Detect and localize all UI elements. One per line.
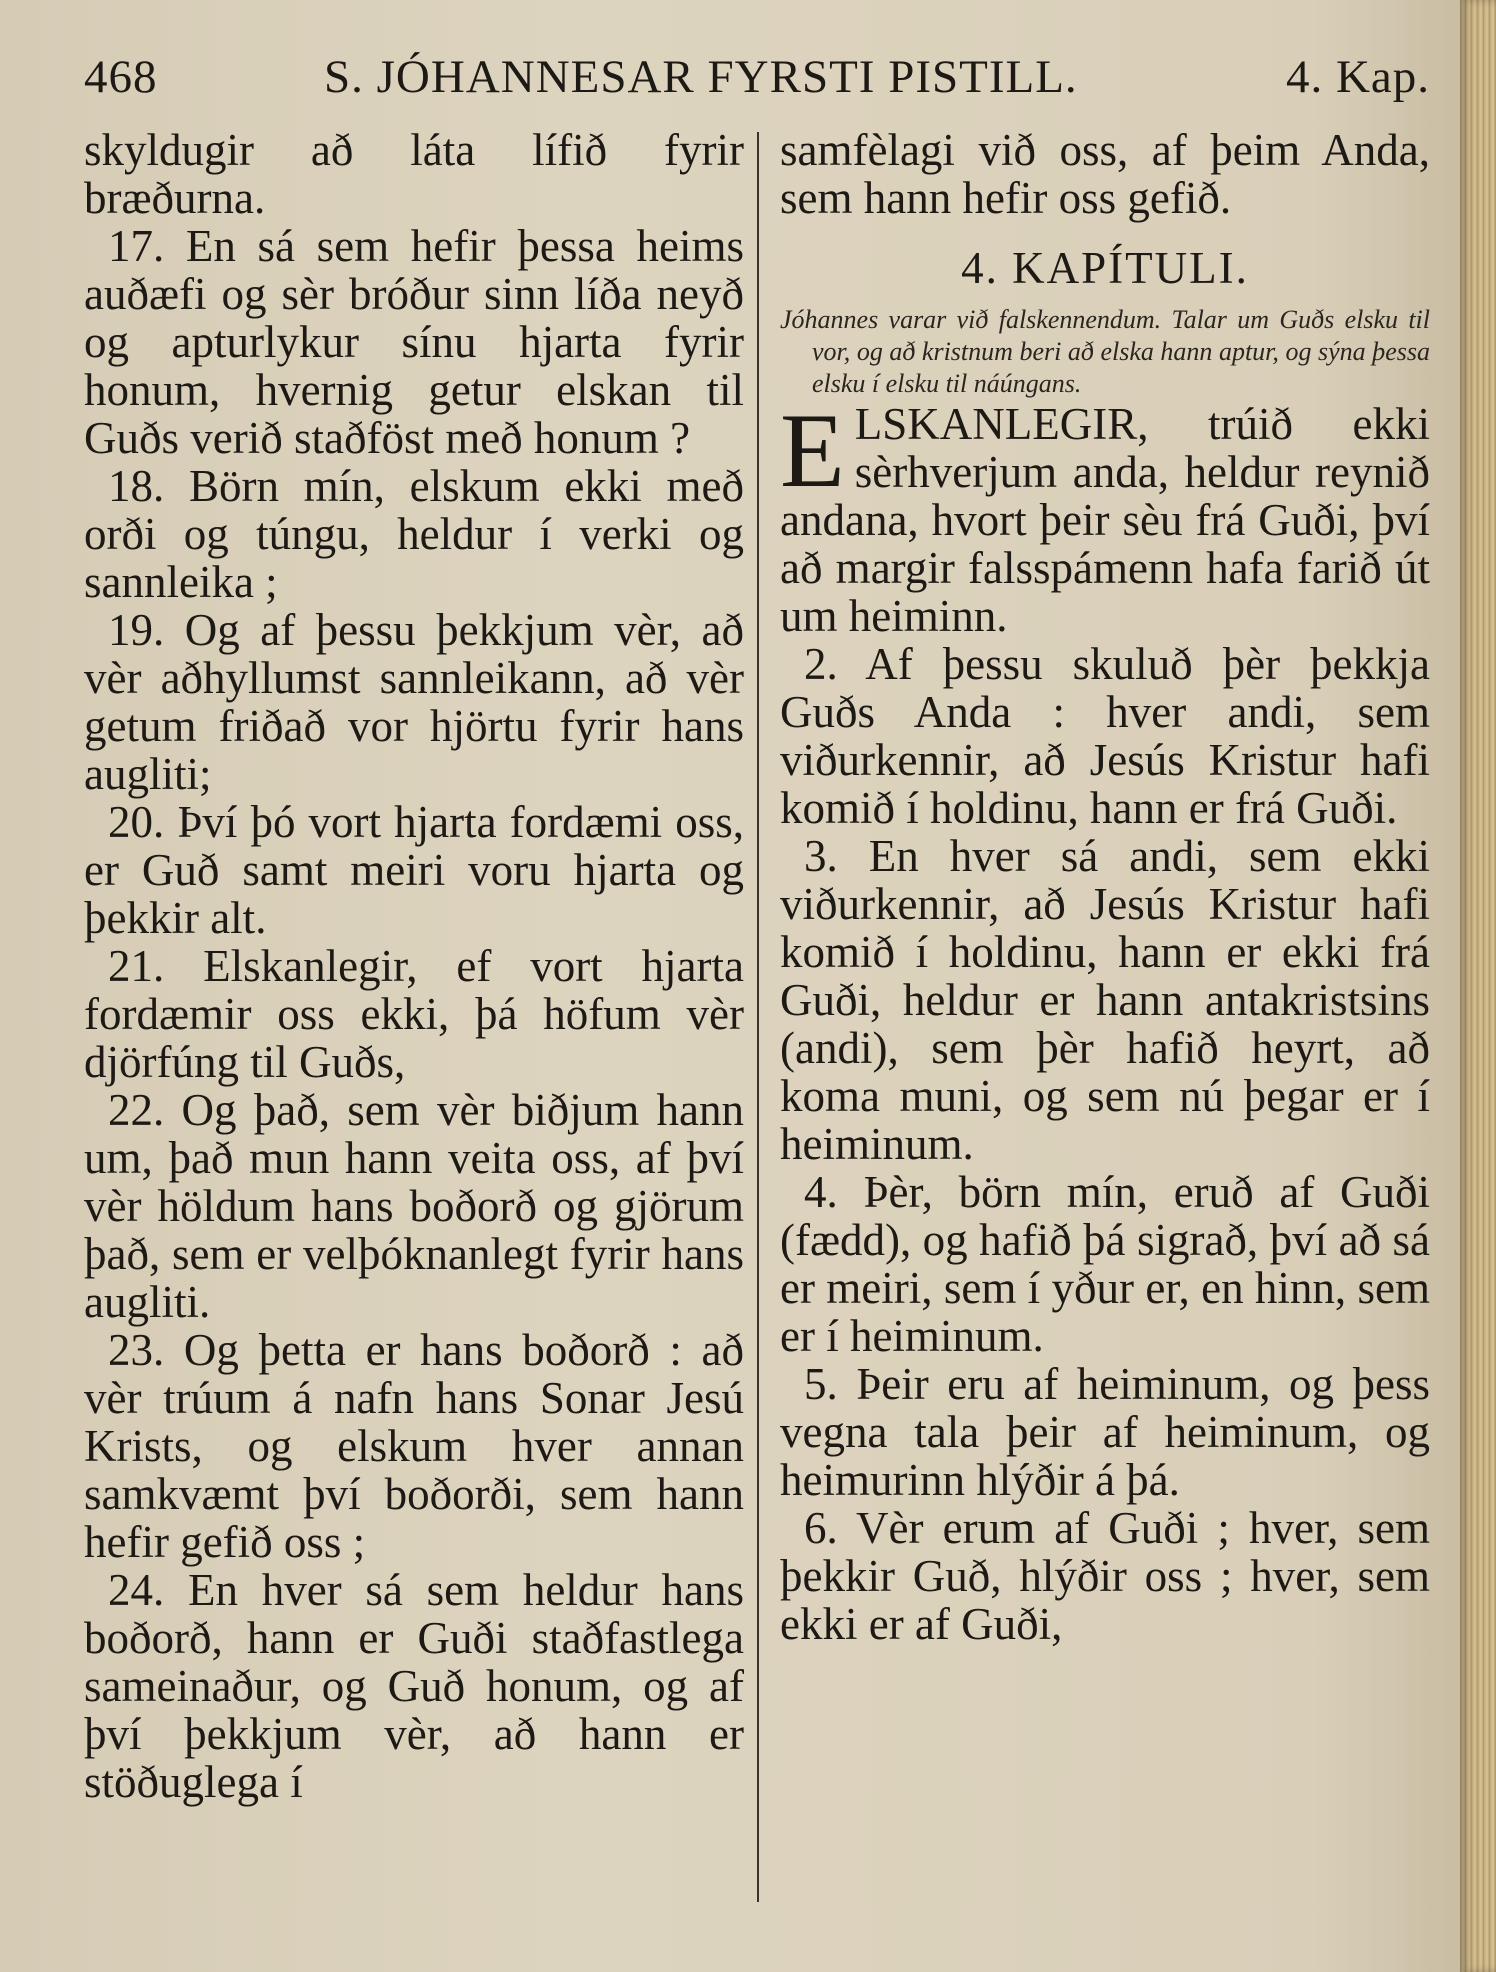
verse-20: 20. Því þó vort hjarta fordæmi oss, er Guð samt meiri voru hjarta og þekkir alt. bbox=[84, 797, 744, 943]
verse-18: 18. Börn mín, elskum ekki með orði og túngu, heldur í verki og sannleika ; bbox=[84, 461, 744, 607]
book-title: S. JÓHANNESAR FYRSTI PISTILL. bbox=[324, 51, 1078, 103]
facing-page-edge bbox=[1460, 0, 1496, 1972]
drop-cap: E bbox=[780, 392, 845, 509]
verse-1-text: LSKANLEGIR, trúið ekki sèrhverjum anda, heldur reynið andana, hvort þeir sèu frá Guði, því að margir falsspámenn hafa farið út um heiminn. bbox=[780, 399, 1430, 641]
verse-24: 24. En hver sá sem heldur hans boðorð, hann er Guði staðfastlega sameinaður, og Guð honum, og af því þekkjum vèr, að hann er stöðuglega í bbox=[84, 1565, 744, 1807]
right-column bbox=[780, 126, 1430, 1648]
verse-21: 21. Elskanlegir, ef vort hjarta fordæmir oss ekki, þá höfum vèr djörfúng til Guðs, bbox=[84, 941, 744, 1087]
column-divider bbox=[757, 132, 759, 1902]
page-number: 468 bbox=[84, 51, 158, 103]
chapter-heading: 4. KAPÍTULI. bbox=[961, 243, 1249, 293]
left-column bbox=[84, 126, 744, 1806]
verse-17: 17. En sá sem hefir þessa heims auðæfi og sèr bróður sinn líða neyð og apturlykur sínu hjarta fyrir honum, hvernig getur elskan til Guðs verið staðföst með honum ? bbox=[84, 221, 744, 463]
verse-19: 19. Og af þessu þekkjum vèr, að vèr aðhyllumst sannleikann, að vèr getum friðað vor hjörtu fyrir hans augliti; bbox=[84, 605, 744, 799]
chapter-label: 4. Kap. bbox=[1285, 51, 1430, 103]
verse-1 bbox=[780, 392, 1430, 641]
verse-22: 22. Og það, sem vèr biðjum hann um, það mun hann veita oss, af því vèr höldum hans boðorð og gjörum það, sem er velþóknanlegt fyrir hans augliti. bbox=[84, 1085, 744, 1327]
verse-5: 5. Þeir eru af heiminum, og þess vegna tala þeir af heiminum, og heimurinn hlýðir á þá. bbox=[780, 1359, 1430, 1505]
verse-3: 3. En hver sá andi, sem ekki viðurkennir, að Jesús Kristur hafi komið í holdinu, hann er ekki frá Guði, heldur er hann antakristsins (andi), sem þèr hafið heyrt, að koma muni, og sem nú þegar er í heiminum. bbox=[780, 831, 1430, 1169]
verse-6: 6. Vèr erum af Guði ; hver, sem þekkir Guð, hlýðir oss ; hver, sem ekki er af Guði, bbox=[780, 1503, 1430, 1649]
verse-4: 4. Þèr, börn mín, eruð af Guði (fædd), og hafið þá sigrað, því að sá er meiri, sem í yður er, en hinn, sem er í heiminum. bbox=[780, 1167, 1430, 1361]
chapter-summary: Jóhannes varar við falskennendum. Talar um Guðs elsku til vor, og að kristnum beri að elska hann aptur, og sýna þessa elsku í elsku til náúngans. bbox=[780, 305, 1430, 398]
running-header bbox=[84, 50, 1430, 114]
verse-2: 2. Af þessu skuluð þèr þekkja Guðs Anda : hver andi, sem viðurkennir, að Jesús Kristur hafi komið í holdinu, hann er frá Guði. bbox=[780, 639, 1430, 833]
verse-23: 23. Og þetta er hans boðorð : að vèr trúum á nafn hans Sonar Jesú Krists, og elskum hver annan samkvæmt því boðorði, sem hann hefir gefið oss ; bbox=[84, 1325, 744, 1567]
verse-continuation-right: samfèlagi við oss, af þeim Anda, sem hann hefir oss gefið. bbox=[780, 125, 1430, 223]
verse-continuation: skyldugir að láta lífið fyrir bræðurna. bbox=[84, 125, 744, 223]
